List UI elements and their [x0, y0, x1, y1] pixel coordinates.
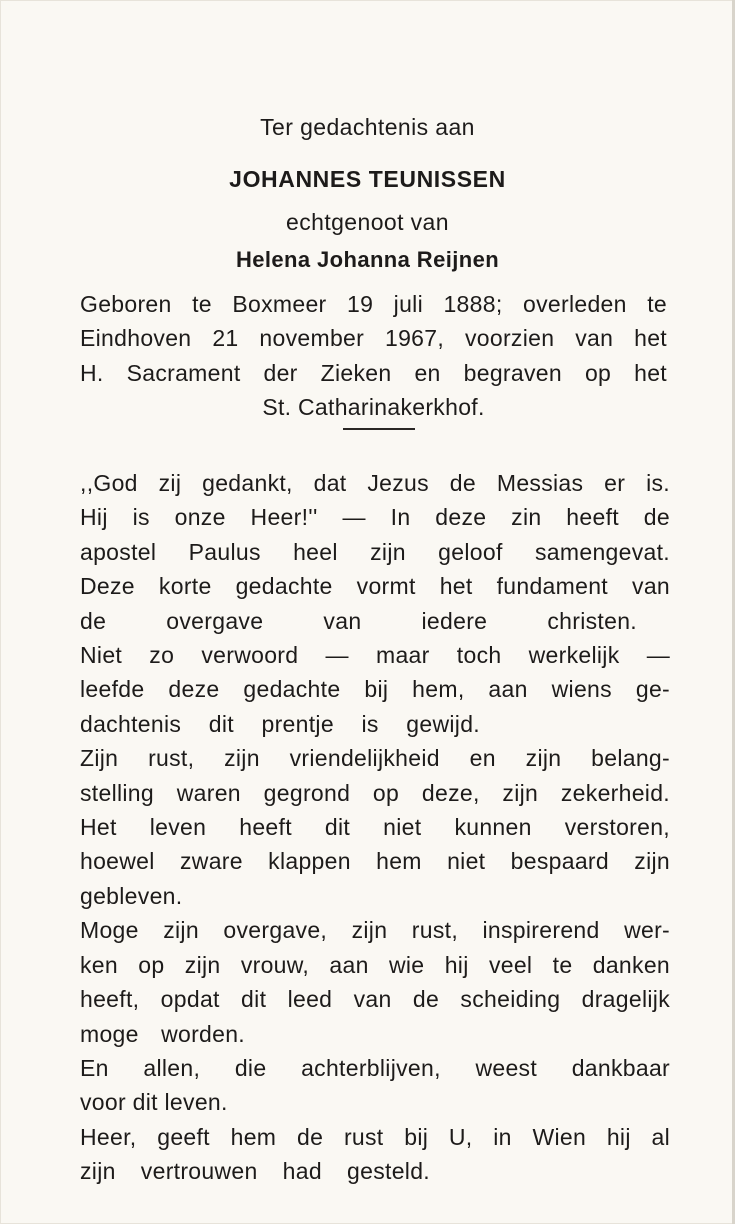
divider-rule — [343, 428, 415, 430]
text-line: ,,God zij gedankt, dat Jezus de Messias er is. — [80, 470, 670, 496]
paragraph-3 — [80, 741, 670, 913]
text-line: hoewel zware klappen hem niet bespaard zijn — [80, 848, 670, 875]
text-line: moge worden. — [80, 1020, 245, 1047]
text-line: gebleven. — [80, 882, 183, 909]
bio-line: Geboren te Boxmeer 19 juli 1888; overleden te — [80, 291, 667, 317]
text-line: zijn vertrouwen had gesteld. — [80, 1158, 430, 1185]
text-line: Het leven heeft dit niet kunnen verstoren, — [80, 814, 670, 841]
spouse-name: Helena Johanna Reijnen — [235, 247, 500, 272]
intro-line: Ter gedachtenis aan — [260, 114, 475, 140]
text-line: Heer, geeft hem de rust bij U, in Wien hij al — [80, 1123, 670, 1150]
text-line: Moge zijn overgave, zijn rust, inspirerend wer- — [80, 917, 670, 944]
spouse-intro-line: echtgenoot van — [286, 209, 449, 235]
paragraph-6 — [80, 1120, 670, 1189]
text-line: voor dit leven. — [80, 1089, 228, 1116]
bio-line: St. Catharinakerkhof. — [262, 394, 485, 421]
text-line: de overgave van iedere christen. — [80, 607, 637, 634]
text-line: dachtenis dit prentje is gewijd. — [80, 710, 480, 737]
deceased-name: JOHANNES TEUNISSEN — [229, 166, 506, 192]
text-line: Deze korte gedachte vormt het fundament van — [80, 573, 670, 600]
text-line: En allen, die achterblijven, weest dankbaar — [80, 1054, 670, 1081]
text-line: heeft, opdat dit leed van de scheiding dragelijk — [80, 986, 670, 1013]
paragraph-5 — [80, 1051, 670, 1120]
biography — [80, 287, 667, 425]
text-line: Niet zo verwoord — maar toch werkelijk — — [80, 642, 670, 669]
text-line: stelling waren gegrond op deze, zijn zekerheid. — [80, 779, 670, 806]
text-line: Hij is onze Heer!'' — In deze zin heeft de — [80, 504, 670, 531]
text-line: ken op zijn vrouw, aan wie hij veel te danken — [80, 951, 670, 978]
text-line: apostel Paulus heel zijn geloof samengevat. — [80, 538, 670, 565]
paragraph-4 — [80, 913, 670, 1051]
paragraph-2 — [80, 638, 670, 741]
memorial-text — [80, 466, 670, 1189]
text-line: Zijn rust, zijn vriendelijkheid en zijn belang- — [80, 745, 670, 772]
paragraph-1 — [80, 466, 670, 638]
bio-line: H. Sacrament der Zieken en begraven op het — [80, 359, 667, 386]
bio-line: Eindhoven 21 november 1967, voorzien van het — [80, 325, 667, 352]
text-line: leefde deze gedachte bij hem, aan wiens ge- — [80, 676, 670, 703]
